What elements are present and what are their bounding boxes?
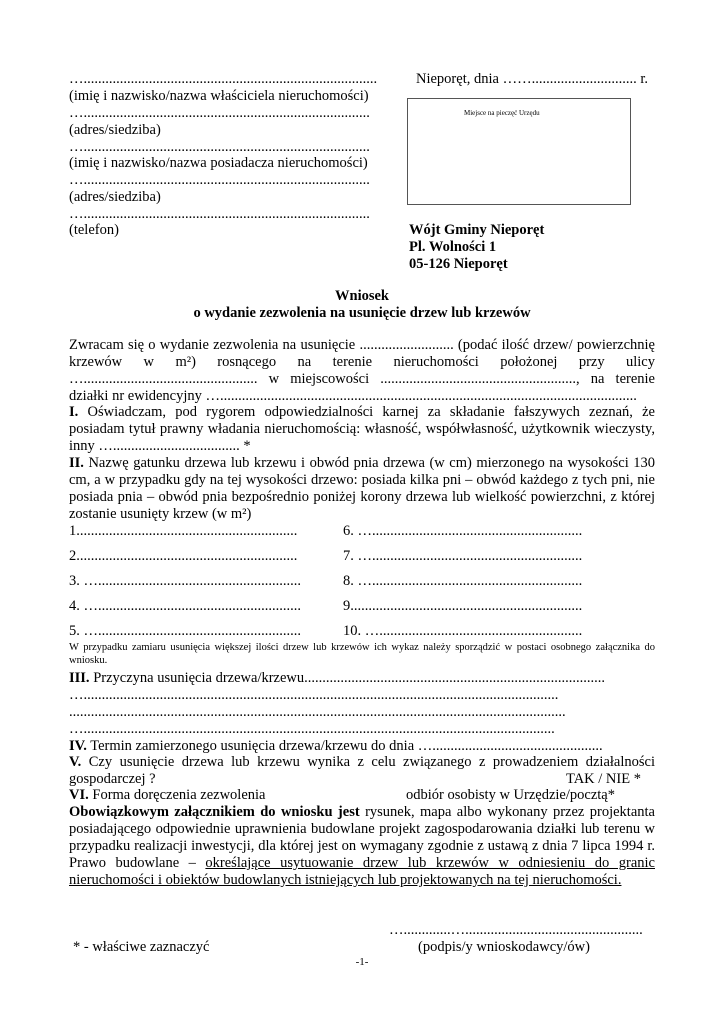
recipient-postcode: 05-126 Nieporęt (409, 256, 508, 272)
holder-name-label: (imię i nazwisko/nazwa posiadacza nieruchomości) (69, 155, 368, 171)
attachment-text: rysunek, mapa albo wykonany przez projektanta posiadającego odpowiednie uprawnienia budowlane projekt zagospodarowania działki lub terenu w przypadku realizacji inwestycji, dla której jest on wymagany zgodnie z ustawą z dnia 7 lipca 1994 r. Prawo budowlane – (69, 804, 655, 871)
section-6-answer[interactable]: odbiór osobisty w Urzędzie/pocztą* (406, 787, 615, 803)
owner-name-label: (imię i nazwisko/nazwa właściciela nieruchomości) (69, 88, 369, 104)
owner-address-label: (adres/siedziba) (69, 122, 161, 138)
owner-address-line[interactable]: …............................................................................... (69, 105, 370, 121)
section-4-text[interactable]: Termin zamierzonego usunięcia drzewa/krzewu do dnia …............................................... (86, 738, 603, 754)
tree-entry-8[interactable]: 8. ….......................................................... (343, 573, 583, 589)
tree-entry-5[interactable]: 5. …........................................................ (69, 623, 301, 639)
star-footnote: * - właściwe zaznaczyć (73, 939, 210, 955)
section-5-number: V. (69, 754, 82, 770)
trees-footnote: W przypadku zamiaru usunięcia większej ilości drzew lub krzewów ich wykaz należy sporządzić w postaci osobnego załącznika do wniosku. (69, 642, 655, 666)
document-title: Wniosek (335, 288, 389, 304)
phone-label: (telefon) (69, 222, 119, 238)
section-5-answer[interactable]: TAK / NIE * (566, 771, 641, 787)
attachment-underlined: określające usytuowanie drzew lub krzewów w odniesieniu do granic nieruchomości i obiektów budowlanych istniejących lub projektowanych na tej nieruchomości. (69, 855, 655, 888)
tree-entry-10[interactable]: 10. …........................................................ (343, 623, 583, 639)
section-1-text: Oświadczam, pod rygorem odpowiedzialności karnej za składanie fałszywych zeznań, że posiadam tytuł prawny władania nieruchomością: własność, współwłasność, użytkownik wieczysty, inny …................................... * (69, 404, 655, 454)
tree-entry-4[interactable]: 4. …........................................................ (69, 598, 301, 614)
recipient-name: Wójt Gminy Nieporęt (409, 222, 545, 238)
intro-paragraph: Zwracam się o wydanie zezwolenia na usunięcie .......................... (podać ilość drzew/ powierzchnię krzewów w m²) rosnącego na terenie nieruchomości położonej przy ulicy …................................................ w miejscowości ......................................................, na terenie działki nr ewidencyjny …................................................................................................................... (69, 337, 655, 404)
section-6-text: Forma doręczenia zezwolenia (88, 787, 266, 803)
reason-line-2[interactable]: ......................................................................................................................................... (69, 704, 566, 720)
section-1-number: I. (69, 404, 79, 420)
section-3-number: III. (69, 670, 90, 686)
section-5-text: Czy usunięcie drzewa lub krzewu wynika z celu związanego z prowadzeniem działalności gospodarczej ? (69, 754, 655, 787)
stamp-label: Miejsce na pieczęć Urzędu (464, 109, 540, 117)
tree-entry-6[interactable]: 6. ….......................................................... (343, 523, 583, 539)
signature-line[interactable]: ….............…................................................. (389, 922, 643, 938)
document-subtitle: o wydanie zezwolenia na usunięcie drzew lub krzewów (193, 305, 531, 321)
owner-name-line[interactable]: …................................................................................. (69, 71, 378, 87)
section-2-text: Nazwę gatunku drzewa lub krzewu i obwód pnia drzewa (w cm) mierzonego na wysokości 130 cm, a w przypadku gdy na tej wysokości drzewo: posiada kilka pni – obwód każdego z tych pni, nie posiada pnia – obwód pnia bezpośrednio poniżej korony drzewa lub wielkość powierzchni, z której zostanie usunięty krzew (w m²) (69, 455, 655, 522)
section-1 (69, 404, 655, 455)
tree-entry-3[interactable]: 3. …........................................................ (69, 573, 301, 589)
tree-entry-1[interactable]: 1............................................................. (69, 523, 298, 539)
section-2 (69, 455, 655, 523)
recipient-street: Pl. Wolności 1 (409, 239, 497, 255)
reason-line-3[interactable]: ….................................................................................................................................. (69, 721, 555, 737)
phone-line[interactable]: …............................................................................... (69, 206, 370, 222)
attachment-bold: Obowiązkowym załącznikiem do wniosku jest (69, 804, 360, 820)
section-4 (69, 738, 603, 755)
page-number: -1- (355, 956, 369, 968)
section-3-text[interactable]: Przyczyna usunięcia drzewa/krzewu................................................................................... (89, 670, 606, 686)
section-3 (69, 670, 605, 687)
holder-address-line[interactable]: …............................................................................... (69, 172, 370, 188)
holder-name-line[interactable]: …............................................................................... (69, 139, 370, 155)
holder-address-label: (adres/siedziba) (69, 189, 161, 205)
place-date[interactable]: Nieporęt, dnia ……............................. r. (416, 71, 648, 87)
section-4-number: IV. (69, 738, 87, 754)
tree-entry-7[interactable]: 7. ….......................................................... (343, 548, 583, 564)
attachment-paragraph (69, 804, 655, 889)
section-6-number: VI. (69, 787, 89, 803)
reason-line-1[interactable]: …................................................................................................................................... (69, 687, 559, 703)
signature-label: (podpis/y wnioskodawcy/ów) (418, 939, 590, 955)
tree-entry-9[interactable]: 9................................................................ (343, 598, 583, 614)
section-6 (69, 787, 265, 804)
section-2-number: II. (69, 455, 84, 471)
stamp-box (407, 98, 631, 205)
tree-entry-2[interactable]: 2............................................................. (69, 548, 298, 564)
